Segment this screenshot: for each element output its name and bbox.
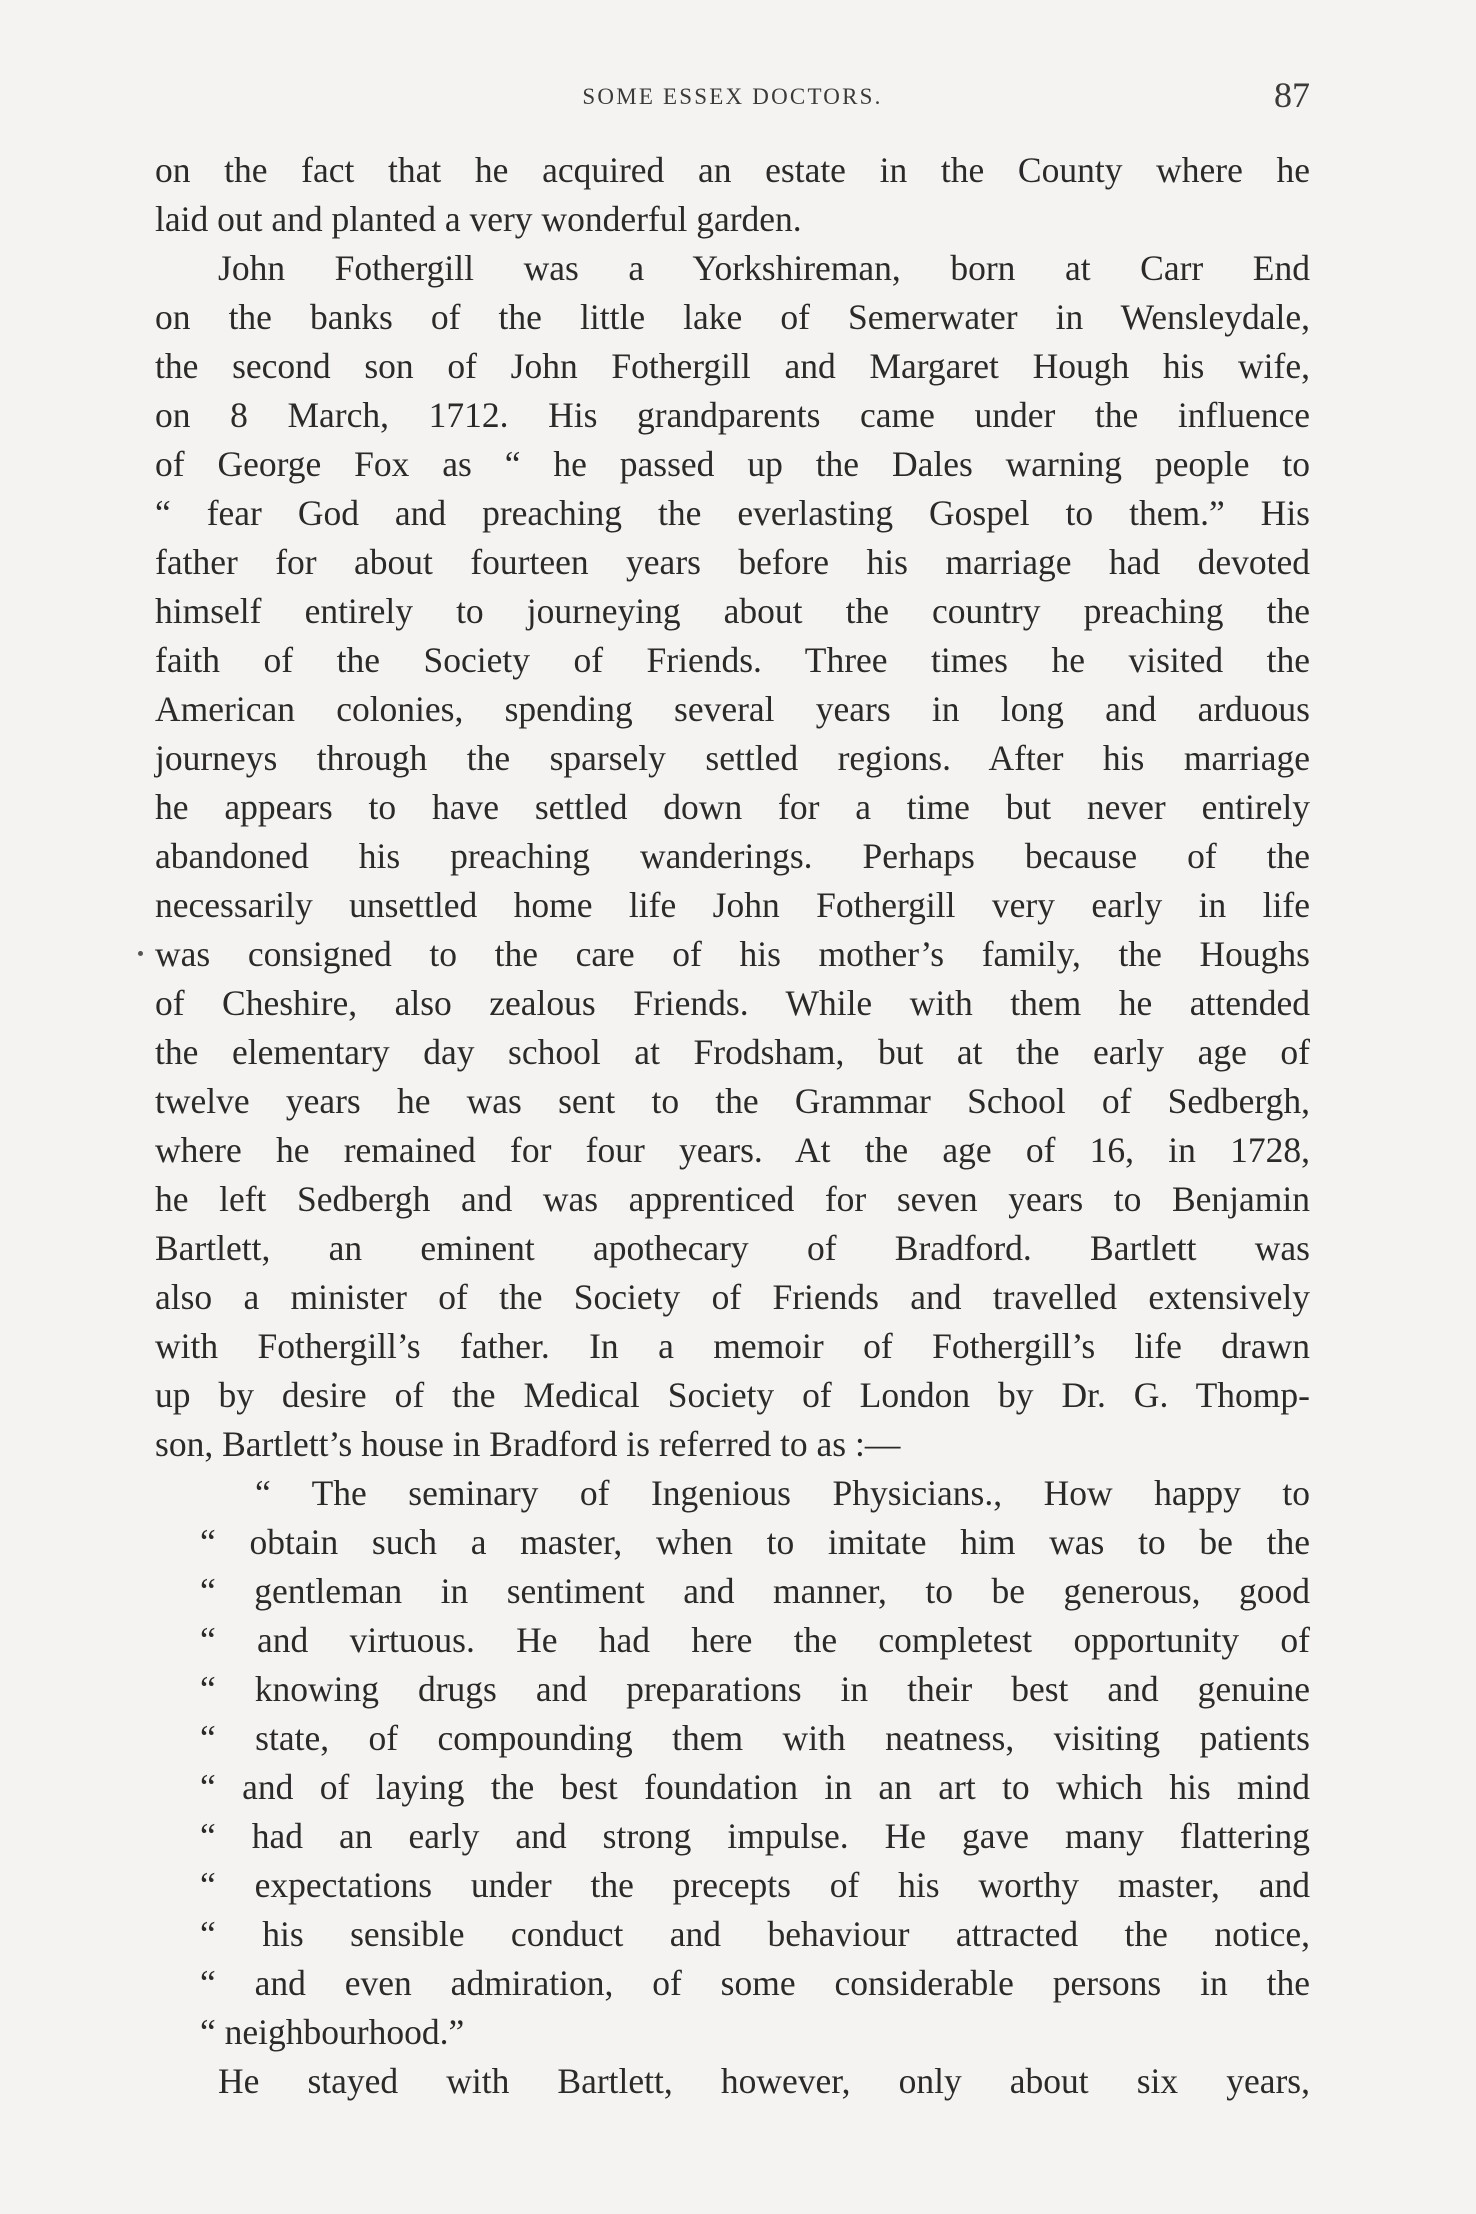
text-line: He stayed with Bartlett, however, only about six years, [218, 2061, 1310, 2101]
text-line: abandoned his preaching wanderings. Perhaps because of the [155, 836, 1310, 876]
quote-line: “ gentleman in sentiment and manner, to be generous, good [200, 1571, 1310, 1611]
text-line: the elementary day school at Frodsham, but at the early age of [155, 1032, 1310, 1072]
text-line: twelve years he was sent to the Grammar School of Sedbergh, [155, 1081, 1310, 1121]
quote-line: “ and even admiration, of some considerable persons in the [200, 1963, 1310, 2003]
text-line: the second son of John Fothergill and Margaret Hough his wife, [155, 346, 1310, 386]
quote-line: “ knowing drugs and preparations in their best and genuine [200, 1669, 1310, 1709]
text-line: of Cheshire, also zealous Friends. While with them he attended [155, 983, 1310, 1023]
text-line: son, Bartlett’s house in Bradford is referred to as :— [155, 1424, 901, 1464]
text-line: on the banks of the little lake of Semerwater in Wensleydale, [155, 297, 1310, 337]
quote-line: “ and of laying the best foundation in an art to which his mind [200, 1767, 1310, 1807]
text-line: with Fothergill’s father. In a memoir of Fothergill’s life drawn [155, 1326, 1310, 1366]
text-line: on the fact that he acquired an estate in the County where he [155, 150, 1310, 190]
text-line: on 8 March, 1712. His grandparents came under the influence [155, 395, 1310, 435]
text-line: up by desire of the Medical Society of London by Dr. G. Thomp- [155, 1375, 1310, 1415]
text-line: faith of the Society of Friends. Three times he visited the [155, 640, 1310, 680]
text-line: “ fear God and preaching the everlasting Gospel to them.” His [155, 493, 1310, 533]
quote-line: “ neighbourhood.” [200, 2012, 465, 2052]
page-number: 87 [1274, 75, 1310, 115]
running-head [155, 74, 1310, 124]
text-line: of George Fox as “ he passed up the Dales warning people to [155, 444, 1310, 484]
quote-line: “ expectations under the precepts of his worthy master, and [200, 1865, 1310, 1905]
text-line: also a minister of the Society of Friends and travelled extensively [155, 1277, 1310, 1317]
running-title: SOME ESSEX DOCTORS. [582, 84, 883, 109]
quote-line: “ The seminary of Ingenious Physicians., How happy to [255, 1473, 1310, 1513]
text-line: was consigned to the care of his mother’s family, the Houghs [155, 934, 1310, 974]
text-line: Bartlett, an eminent apothecary of Bradford. Bartlett was [155, 1228, 1310, 1268]
text-line: American colonies, spending several years in long and arduous [155, 689, 1310, 729]
text-line: he appears to have settled down for a time but never entirely [155, 787, 1310, 827]
text-line: he left Sedbergh and was apprenticed for seven years to Benjamin [155, 1179, 1310, 1219]
text-line: necessarily unsettled home life John Fothergill very early in life [155, 885, 1310, 925]
text-line: himself entirely to journeying about the country preaching the [155, 591, 1310, 631]
text-line: where he remained for four years. At the age of 16, in 1728, [155, 1130, 1310, 1170]
text-line: father for about fourteen years before his marriage had devoted [155, 542, 1310, 582]
text-line: laid out and planted a very wonderful garden. [155, 199, 802, 239]
quote-line: “ had an early and strong impulse. He gave many flattering [200, 1816, 1310, 1856]
quote-line: “ his sensible conduct and behaviour attracted the notice, [200, 1914, 1310, 1954]
text-line: John Fothergill was a Yorkshireman, born at Carr End [218, 248, 1310, 288]
text-line: journeys through the sparsely settled regions. After his marriage [155, 738, 1310, 778]
margin-mark [138, 951, 143, 956]
quote-line: “ obtain such a master, when to imitate him was to be the [200, 1522, 1310, 1562]
quote-line: “ and virtuous. He had here the completest opportunity of [200, 1620, 1310, 1660]
quote-line: “ state, of compounding them with neatness, visiting patients [200, 1718, 1310, 1758]
